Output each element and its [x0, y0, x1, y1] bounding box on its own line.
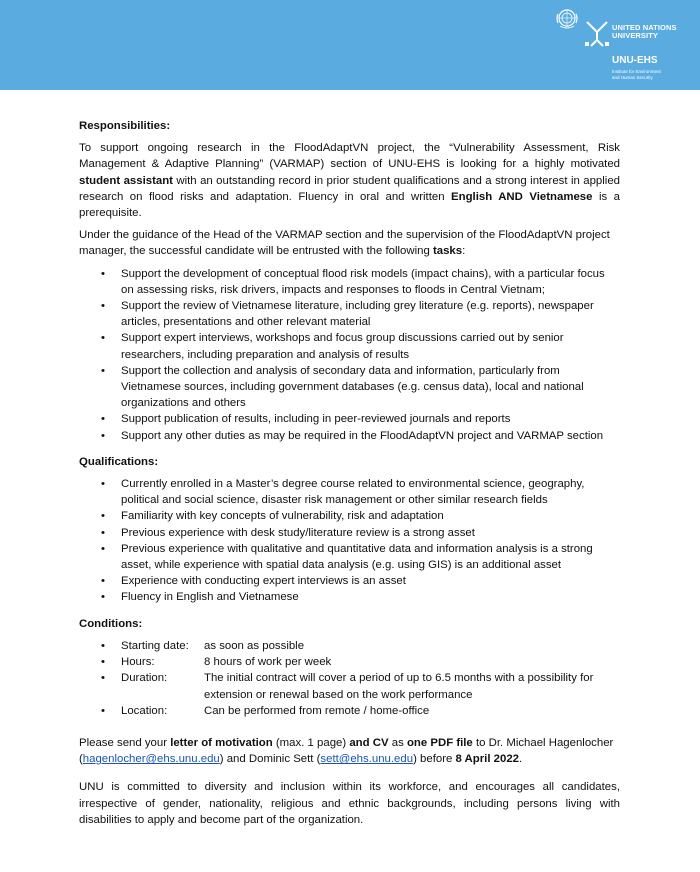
email-link-sett[interactable]: sett@ehs.unu.edu — [320, 753, 414, 766]
text-run: as — [388, 736, 407, 749]
unu-logo-icon — [584, 18, 610, 48]
un-emblem-icon — [555, 6, 579, 30]
condition-label: • Starting date: — [121, 639, 189, 652]
conditions-heading: Conditions: — [79, 617, 143, 630]
unit-name: UNU-EHS — [612, 55, 658, 66]
condition-value: The initial contract will cover a period of up to 6.5 months with a possibility for extension or renewal based on the work performance — [204, 672, 594, 701]
text-run: ) before — [413, 753, 456, 766]
text-run: ) and Dominic Sett ( — [219, 753, 321, 766]
list-item: • Support any other duties as may be required in the FloodAdaptVN project and VARMAP section — [79, 428, 620, 444]
text-run: with an outstanding record in prior student qualifications and a strong interest in applied research on flood risks and adaptation. Fluency in oral and written — [79, 174, 620, 203]
condition-label: • Hours: — [121, 656, 155, 669]
list-item: • Support the collection and analysis of secondary data and information, particularly from Vietnamese sources, including government databases (e.g. census data), local and national organizations and others — [79, 363, 620, 412]
qualifications-list — [79, 476, 620, 606]
list-item: • Fluency in English and Vietnamese — [79, 589, 620, 605]
document-body — [79, 118, 620, 834]
text-run: is a prerequisite. — [79, 190, 620, 220]
condition-value: Can be performed from remote / home-office — [204, 704, 430, 717]
list-item: • Support expert interviews, workshops and focus group discussions carried out by senior researchers, including preparation and analysis of results — [79, 330, 620, 362]
bold-run: tasks — [432, 245, 463, 258]
conditions-list — [79, 638, 620, 719]
list-item: • Support the review of Vietnamese literature, including grey literature (e.g. reports), newspaper articles, presentations and other relevant material — [79, 298, 620, 330]
text-run: (max. 1 page) — [272, 736, 350, 749]
diversity-statement: UNU is committed to diversity and inclusion within its workforce, and encourages all candidates, irrespective of gender, nationality, religious and ethnic backgrounds, including persons living with disabilities to apply and become part of the organization. — [79, 781, 620, 826]
bold-run: and CV — [349, 736, 389, 749]
institute-line1: Institute for Environment — [612, 69, 661, 74]
text-run: Please send your — [79, 736, 171, 749]
list-item: • Support publication of results, including in peer-reviewed journals and reports — [79, 411, 620, 427]
condition-value: 8 hours of work per week — [204, 656, 332, 669]
bold-run: English AND Vietnamese — [451, 190, 593, 203]
unu-name-line2: UNIVERSITY — [612, 30, 659, 40]
condition-value: as soon as possible — [204, 639, 305, 652]
text-run: . — [519, 753, 523, 766]
responsibilities-heading: Responsibilities: — [79, 120, 171, 132]
list-item — [79, 638, 620, 654]
bold-run: student assistant — [79, 174, 173, 187]
list-item: • Familiarity with key concepts of vulnerability, risk and adaptation — [79, 508, 620, 524]
tasks-list — [79, 266, 620, 444]
list-item — [79, 654, 620, 670]
text-run: To support ongoing research in the FloodAdaptVN project, the “Vulnerability Assessment, Risk Management & Adaptive Planning” (VARMAP) section of UNU-EHS is looking for a highly motivated — [79, 142, 620, 171]
qualifications-heading: Qualifications: — [79, 455, 159, 468]
bold-run: one PDF file — [406, 736, 473, 749]
list-item — [79, 703, 620, 719]
list-item: • Experience with conducting expert interviews is an asset — [79, 573, 620, 589]
list-item: • Previous experience with desk study/literature review is a strong asset — [79, 525, 620, 541]
text-run: Under the guidance of the Head of the VARMAP section and the supervision of the FloodAdaptVN project manager, the successful candidate will be entrusted with the following — [79, 229, 610, 258]
application-instructions — [79, 735, 620, 767]
list-item: • Currently enrolled in a Master’s degree course related to environmental science, geography, political and social science, disaster risk management or other similar research fields — [79, 476, 620, 508]
tasks-intro — [79, 227, 620, 259]
institute-name — [612, 69, 682, 80]
text-run: : — [462, 245, 466, 258]
list-item — [79, 670, 620, 702]
unu-name-line1: UNITED NATIONS — [612, 23, 677, 32]
unu-name — [612, 24, 677, 40]
bold-run: letter of motivation — [170, 736, 273, 749]
text-run: to Dr. Michael Hagenlocher ( — [79, 736, 614, 766]
list-item: • Previous experience with qualitative and quantitative data and information analysis is a strong asset, while experience with spatial data analysis (e.g. using GIS) is an additional asset — [79, 541, 620, 573]
institute-line2: and Human Security — [612, 74, 653, 80]
email-link-hagenlocher[interactable]: hagenlocher@ehs.unu.edu — [82, 753, 220, 766]
responsibilities-intro — [79, 140, 620, 221]
list-item: • Support the development of conceptual flood risk models (impact chains), with a particular focus on assessing risks, risk drivers, impacts and responses to floods in Central Vietnam; — [79, 266, 620, 298]
deadline-date: 8 April 2022 — [455, 753, 520, 766]
condition-label: • Location: — [121, 704, 168, 717]
condition-label: • Duration: — [121, 672, 168, 685]
header-banner — [0, 0, 700, 90]
